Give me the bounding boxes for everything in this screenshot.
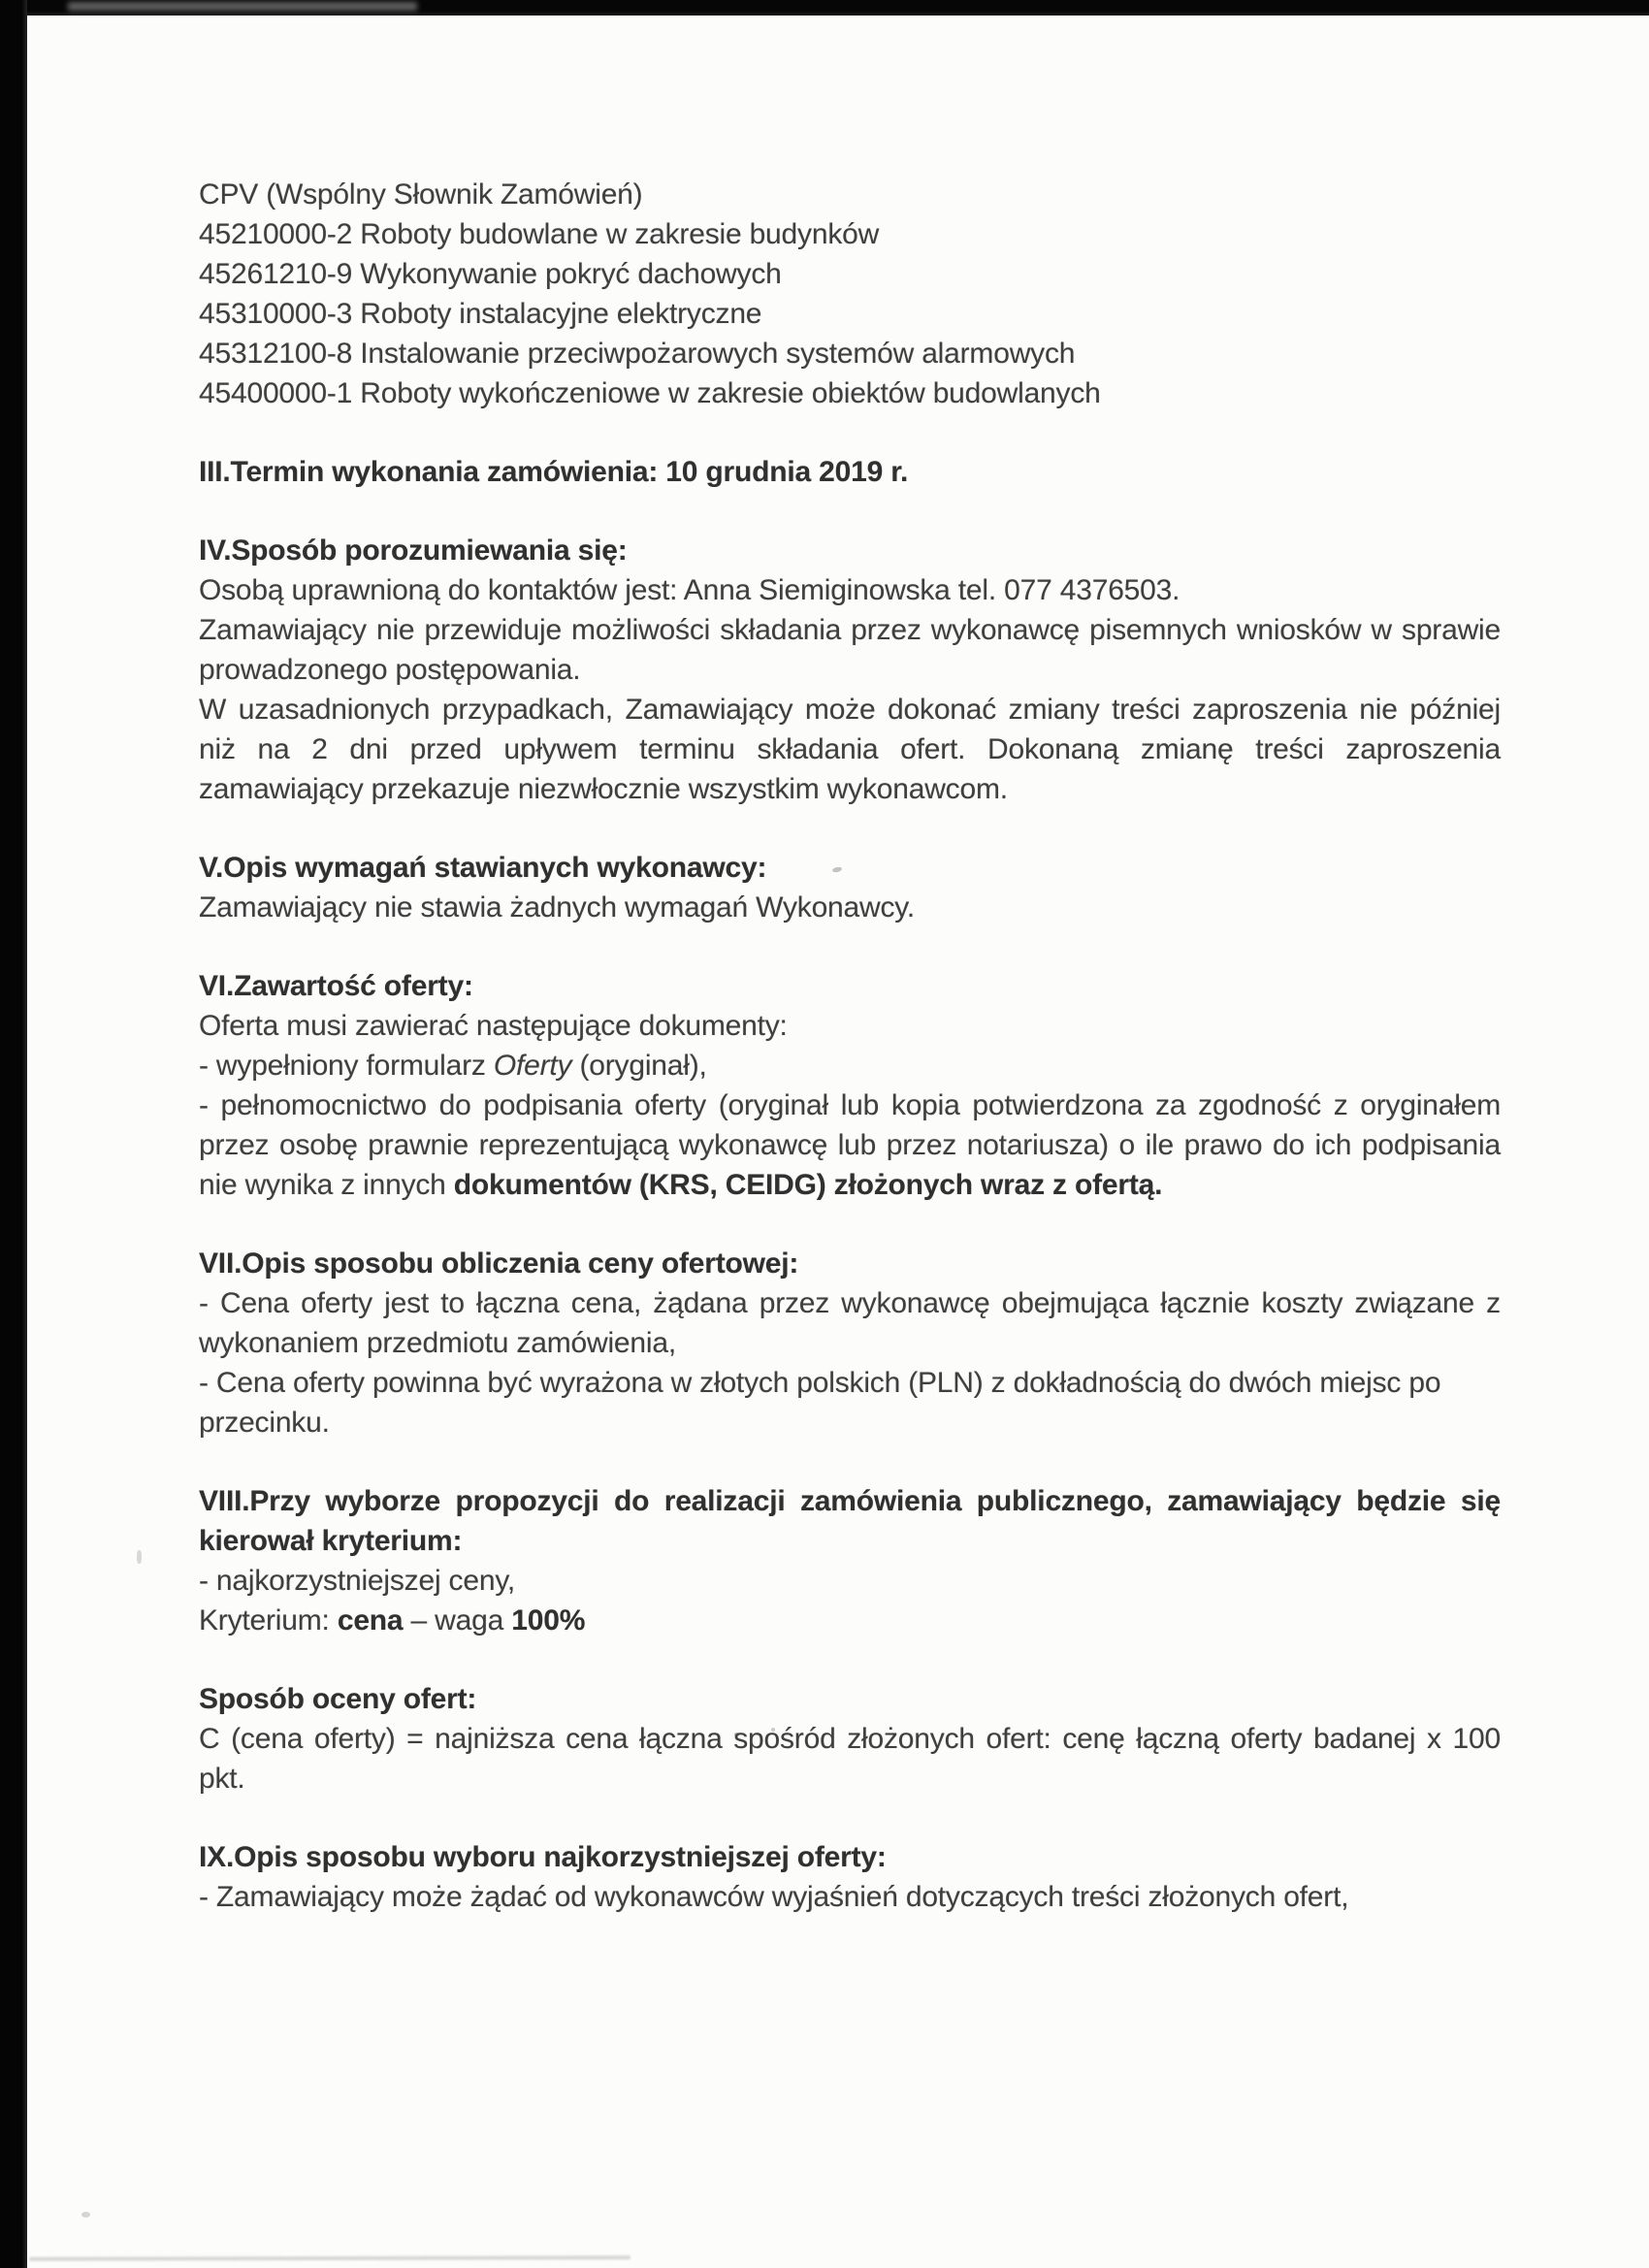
- section-ix-paragraph: - Zamawiający może żądać od wykonawców wyjaśnień dotyczących treści złożonych ofert,: [199, 1881, 1349, 1913]
- section-v: [199, 848, 1501, 927]
- section-v-paragraph: Zamawiający nie stawia żadnych wymagań Wykonawcy.: [199, 891, 916, 923]
- section-vi-list-item: [199, 1085, 1501, 1205]
- section-iv-paragraph: Osobą uprawnioną do kontaktów jest: Anna Siemiginowska tel. 077 4376503.: [199, 574, 1180, 606]
- section-ocena-paragraph: C (cena oferty) = najniższa cena łączna spośród złożonych ofert: cenę łączną oferty badanej x 100 pkt.: [199, 1723, 1501, 1795]
- text-run-bold: cena: [337, 1604, 404, 1636]
- text-run: - pełnomocnictwo do podpisania oferty (oryginał lub kopia potwierdzona za zgodność z oryginałem przez osobę prawnie reprezentującą wykonawcę lub przez notariusza) o ile prawo do ich podpisania nie wynika z innych: [199, 1089, 1501, 1201]
- text-run: (oryginał),: [571, 1050, 707, 1082]
- scan-edge-top-smudge: [68, 2, 417, 11]
- text-run: – waga: [403, 1604, 512, 1636]
- section-iii-heading: III.Termin wykonania zamówienia: 10 grudnia 2019 r.: [199, 456, 909, 488]
- section-ix-heading: IX.Opis sposobu wyboru najkorzystniejszej oferty:: [199, 1841, 887, 1873]
- section-vi-paragraph: Oferta musi zawierać następujące dokumenty:: [199, 1010, 788, 1042]
- cpv-code: 45261210-9 Wykonywanie pokryć dachowych: [199, 258, 782, 290]
- text-run-bold: dokumentów (KRS, CEIDG) złożonych wraz z ofertą.: [453, 1169, 1163, 1201]
- section-vii-paragraph: - Cena oferty powinna być wyrażona w złotych polskich (PLN) z dokładnością do dwóch miejsc po przecinku.: [199, 1367, 1441, 1439]
- text-run-bold: 100%: [511, 1604, 586, 1636]
- section-iv-heading: IV.Sposób porozumiewania się:: [199, 535, 628, 567]
- scan-bottom-smudge: [29, 2255, 630, 2261]
- text-run-italic: Oferty: [493, 1050, 572, 1082]
- cpv-code: 45400000-1 Roboty wykończeniowe w zakresie obiektów budowlanych: [199, 377, 1101, 409]
- section-vii: [199, 1244, 1501, 1442]
- section-vi: [199, 966, 1501, 1205]
- cpv-code: 45210000-2 Roboty budowlane w zakresie budynków: [199, 218, 880, 250]
- scan-edge-left: [0, 0, 27, 2268]
- section-vii-paragraph: - Cena oferty jest to łączna cena, żądana przez wykonawcę obejmująca łącznie koszty związane z wykonaniem przedmiotu zamówienia,: [199, 1287, 1501, 1359]
- section-viii-paragraph: - najkorzystniejszej ceny,: [199, 1565, 516, 1597]
- section-viii-heading: VIII.Przy wyborze propozycji do realizacji zamówienia publicznego, zamawiający będzie się kierował kryterium:: [199, 1485, 1501, 1557]
- document-body: [199, 175, 1501, 1917]
- cpv-code: 45312100-8 Instalowanie przeciwpożarowych systemów alarmowych: [199, 338, 1076, 370]
- section-ocena: [199, 1679, 1501, 1798]
- section-viii-criterion-line: [199, 1601, 1501, 1640]
- section-vi-list-item: [199, 1046, 1501, 1085]
- text-run: - wypełniony formularz: [199, 1050, 494, 1082]
- section-iv-paragraph: Zamawiający nie przewiduje możliwości składania przez wykonawcę pisemnych wniosków w sprawie prowadzonego postępowania.: [199, 614, 1501, 686]
- scan-speck: [137, 1550, 142, 1564]
- section-iv-paragraph: W uzasadnionych przypadkach, Zamawiający może dokonać zmiany treści zaproszenia nie później niż na 2 dni przed upływem terminu składania ofert. Dokonaną zmianę treści zaproszenia zamawiający przekazuje niezwłocznie wszystkim wykonawcom.: [199, 694, 1501, 805]
- section-vii-heading: VII.Opis sposobu obliczenia ceny ofertowej:: [199, 1247, 799, 1280]
- section-ix: [199, 1837, 1501, 1917]
- cpv-section: [199, 175, 1501, 413]
- section-iv: [199, 531, 1501, 809]
- section-ocena-heading: Sposób oceny ofert:: [199, 1683, 477, 1715]
- section-v-heading: V.Opis wymagań stawianych wykonawcy:: [199, 852, 767, 884]
- scan-speck: [81, 2212, 90, 2218]
- section-iii: [199, 452, 1501, 492]
- section-viii: [199, 1481, 1501, 1640]
- text-run: Kryterium:: [199, 1604, 338, 1636]
- section-vi-heading: VI.Zawartość oferty:: [199, 970, 473, 1002]
- cpv-title: CPV (Wspólny Słownik Zamówień): [199, 178, 643, 211]
- cpv-code: 45310000-3 Roboty instalacyjne elektryczne: [199, 298, 762, 330]
